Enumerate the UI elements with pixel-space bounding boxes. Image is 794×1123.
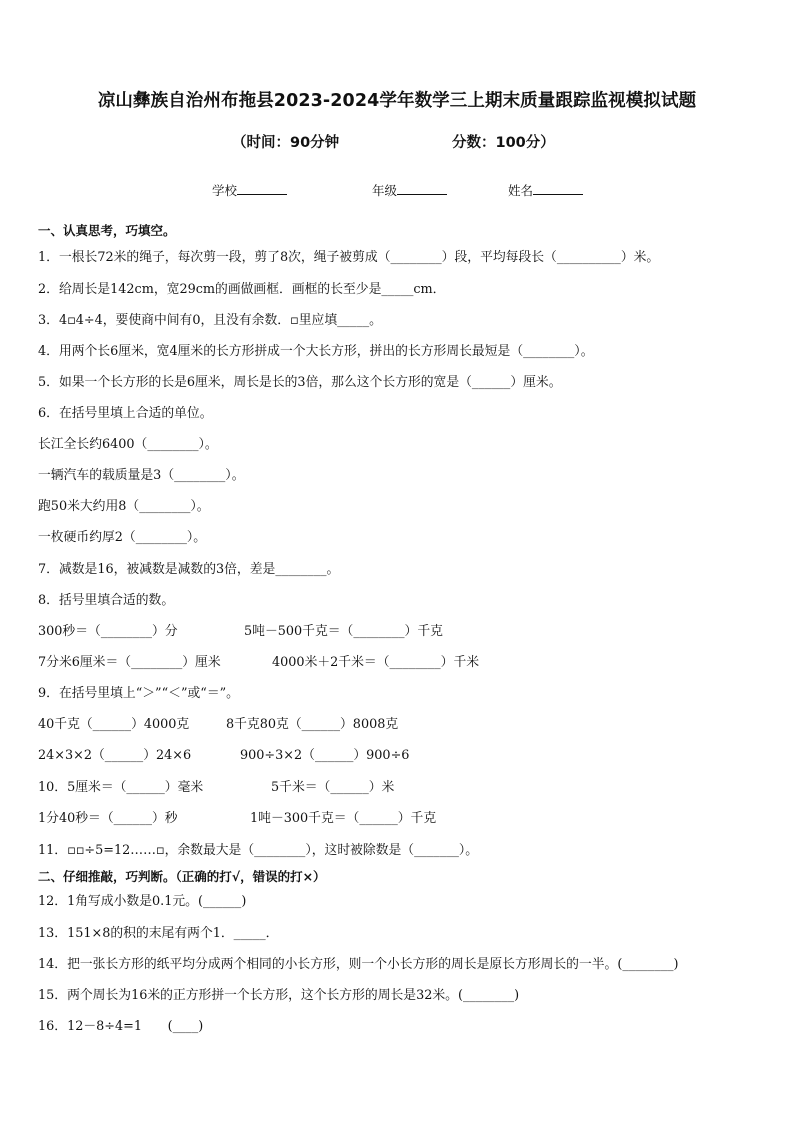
question-10a-left: 10．5厘米＝（______）毫米 xyxy=(38,780,204,795)
name-field[interactable] xyxy=(508,181,583,199)
question-15: 15．两个周长为16米的正方形拼一个长方形，这个长方形的周长是32米。(________) xyxy=(38,988,520,1003)
section-2-heading: 二、仔细推敲，巧判断。（正确的打√，错误的打×） xyxy=(38,869,326,884)
question-16: 16．12－8÷4=1 (____) xyxy=(38,1019,204,1034)
question-11: 11．▫▫÷5=12……▫，余数最大是（________），这时被除数是（_______）。 xyxy=(38,843,479,858)
question-8a-right: 5吨－500千克＝（________）千克 xyxy=(244,624,443,639)
school-field[interactable] xyxy=(212,181,287,199)
question-10a-right: 5千米＝（______）米 xyxy=(271,780,395,795)
page-title: 凉山彝族自治州布拖县2023-2024学年数学三上期末质量跟踪监视模拟试题 xyxy=(97,91,697,111)
question-6d: 一枚硬币约厚2（________）。 xyxy=(38,530,207,545)
name-label: 姓名 xyxy=(508,183,534,198)
name-blank[interactable] xyxy=(533,181,583,195)
question-8b-right: 4000米＋2千米＝（________）千米 xyxy=(272,655,480,670)
grade-field[interactable] xyxy=(372,181,447,199)
grade-label: 年级 xyxy=(372,183,398,198)
question-8: 8．括号里填合适的数。 xyxy=(38,593,175,608)
question-8b-left: 7分米6厘米＝（________）厘米 xyxy=(38,655,221,670)
question-6a: 长江全长约6400（________）。 xyxy=(38,437,218,452)
question-9a-left: 40千克（______）4000克 xyxy=(38,717,190,732)
question-4: 4．用两个长6厘米，宽4厘米的长方形拼成一个大长方形，拼出的长方形周长最短是（________）。 xyxy=(38,344,594,359)
exam-score: 分数：100分） xyxy=(452,135,555,151)
question-12: 12．1角写成小数是0.1元。(______) xyxy=(38,894,247,909)
section-1-heading: 一、认真思考，巧填空。 xyxy=(38,223,176,238)
school-blank[interactable] xyxy=(237,181,287,195)
question-6: 6．在括号里填上合适的单位。 xyxy=(38,406,213,421)
question-3: 3．4▫4÷4，要使商中间有0，且没有余数．▫里应填_____。 xyxy=(38,313,382,328)
question-10b-right: 1吨－300千克＝（______）千克 xyxy=(250,811,437,826)
question-7: 7．减数是16，被减数是减数的3倍，差是________。 xyxy=(38,562,340,577)
question-9b-left: 24×3×2（______）24×6 xyxy=(38,748,192,763)
question-14: 14．把一张长方形的纸平均分成两个相同的小长方形，则一个小长方形的周长是原长方形周长的一半。(________) xyxy=(38,957,679,972)
question-9a-right: 8千克80克（______）8008克 xyxy=(226,717,399,732)
grade-blank[interactable] xyxy=(397,181,447,195)
question-10b-left: 1分40秒＝（______）秒 xyxy=(38,811,178,826)
question-5: 5．如果一个长方形的长是6厘米，周长是长的3倍，那么这个长方形的宽是（______）厘米。 xyxy=(38,375,562,390)
question-9b-right: 900÷3×2（______）900÷6 xyxy=(240,748,410,763)
question-13: 13．151×8的积的末尾有两个1．_____． xyxy=(38,926,279,941)
school-label: 学校 xyxy=(212,183,238,198)
question-1: 1．一根长72米的绳子，每次剪一段，剪了8次，绳子被剪成（________）段，平均每段长（__________）米。 xyxy=(38,250,660,265)
question-6b: 一辆汽车的载质量是3（________）。 xyxy=(38,468,245,483)
question-6c: 跑50米大约用8（________）。 xyxy=(38,499,210,514)
exam-time: （时间：90分钟 xyxy=(232,135,340,151)
question-8a-left: 300秒＝（________）分 xyxy=(38,624,178,639)
question-2: 2．给周长是142cm，宽29cm的画做画框．画框的长至少是_____cm． xyxy=(38,282,446,297)
question-9: 9．在括号里填上“＞”“＜”或“＝”。 xyxy=(38,686,239,701)
